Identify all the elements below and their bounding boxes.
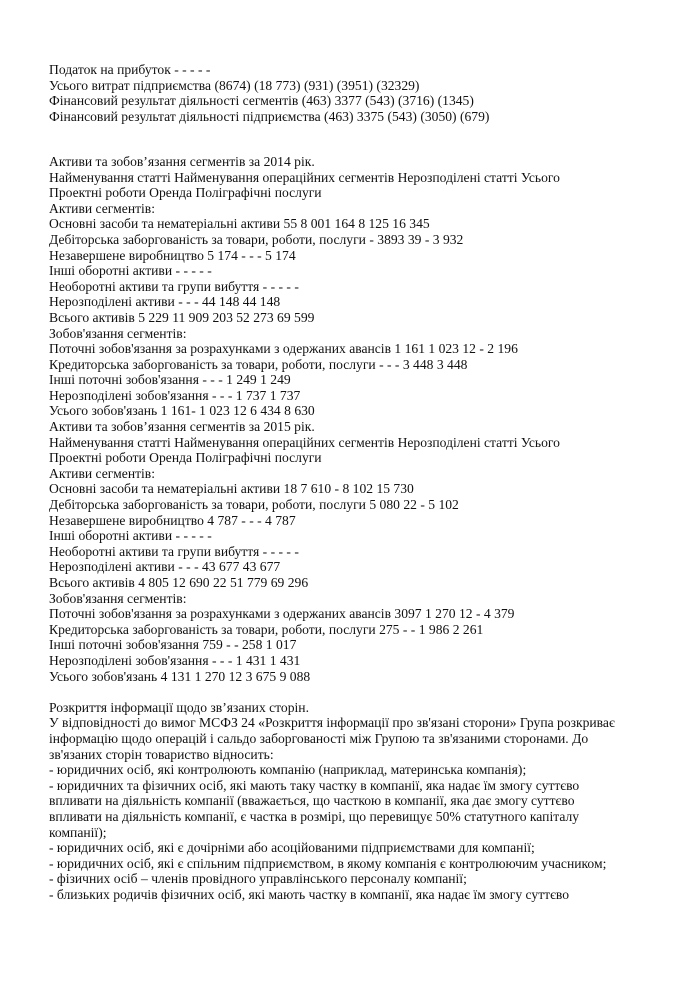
text-line: Податок на прибуток - - - - -	[49, 62, 211, 77]
text-line: Всього активів 5 229 11 909 203 52 273 69 599	[49, 309, 315, 325]
text-line: Нерозподілені зобов'язання - - - 1 737 1 737	[49, 387, 301, 403]
segments-2015-block	[49, 419, 669, 684]
text-line: Усього витрат підприємства (8674) (18 773) (931) (3951) (32329)	[49, 77, 420, 93]
table-header-line: Проектні роботи Оренда Поліграфічні послуги	[49, 185, 322, 201]
related-parties-block	[49, 700, 669, 903]
text-line: Фінансовий результат діяльності підприємства (463) 3375 (543) (3050) (679)	[49, 108, 490, 124]
text-line: Активи сегментів:	[49, 200, 156, 216]
text-line: Нерозподілені зобов'язання - - - 1 431 1 431	[49, 652, 301, 668]
spacer	[49, 140, 669, 154]
text-line: Поточні зобов'язання за розрахунками з одержаних авансів 3097 1 270 12 - 4 379	[49, 606, 515, 622]
text-line: Поточні зобов'язання за розрахунками з одержаних авансів 1 161 1 023 12 - 2 196	[49, 341, 518, 357]
text-line: Нерозподілені активи - - - 44 148 44 148	[49, 294, 281, 310]
text-line: Незавершене виробництво 5 174 - - - 5 174	[49, 247, 296, 263]
text-line: Інші оборотні активи - - - - -	[49, 528, 212, 544]
text-line: Усього зобов'язань 1 161- 1 023 12 6 434 8 630	[49, 403, 315, 419]
list-item: - фізичних осіб – членів провідного управлінського персоналу компанії;	[49, 871, 467, 887]
text-line: впливати на діяльність компанії (вважається, що часткою в компанії, яка дає змогу суттєво	[49, 793, 575, 809]
text-line: інформацію щодо операцій і сальдо заборгованості між Групою та зв'язаними сторонами. До	[49, 730, 589, 746]
text-line: Кредиторська заборгованість за товари, роботи, послуги - - - 3 448 3 448	[49, 356, 468, 372]
document-page	[49, 62, 669, 902]
income-summary-block	[49, 62, 669, 124]
spacer	[49, 124, 669, 140]
segments-2014-block	[49, 154, 669, 419]
list-item: - близьких родичів фізичних осіб, які мають частку в компанії, яка надає їм змогу суттєво	[49, 886, 570, 902]
section-heading: Розкриття інформації щодо зв’язаних сторін.	[49, 699, 309, 715]
list-item: - юридичних осіб, які є спільним підприємством, в якому компанія є контролюючим учасником;	[49, 855, 607, 871]
section-heading: Активи та зобов’язання сегментів за 2015 рік.	[49, 419, 315, 435]
text-line: Основні засоби та нематеріальні активи 55 8 001 164 8 125 16 345	[49, 216, 430, 232]
text-line: Основні засоби та нематеріальні активи 18 7 610 - 8 102 15 730	[49, 481, 414, 497]
list-item: - юридичних осіб, які контролюють компанію (наприклад, материнська компанія);	[49, 762, 527, 778]
text-line: Всього активів 4 805 12 690 22 51 779 69 296	[49, 575, 309, 590]
table-header-line: Найменування статті Найменування операційних сегментів Нерозподілені статті Усього	[49, 169, 560, 185]
text-line: Необоротні активи та групи вибуття - - - - -	[49, 278, 299, 294]
text-line: Нерозподілені активи - - - 43 677 43 677	[49, 559, 281, 575]
text-line: Дебіторська заборгованість за товари, роботи, послуги 5 080 22 - 5 102	[49, 497, 459, 513]
text-line: Фінансовий результат діяльності сегментів (463) 3377 (543) (3716) (1345)	[49, 93, 474, 109]
text-line: У відповідності до вимог МСФЗ 24 «Розкриття інформації про зв'язані сторони» Група розкриває	[49, 715, 615, 731]
text-line: Зобов'язання сегментів:	[49, 590, 187, 606]
text-line: впливати на діяльність компанії, є частка в розмірі, що перевищує 50% статутного капіталу	[49, 808, 580, 824]
text-line: Усього зобов'язань 4 131 1 270 12 3 675 9 088	[49, 668, 311, 684]
text-line: компанії);	[49, 824, 107, 840]
text-line: зв'язаних сторін товариство відносить:	[49, 746, 274, 762]
text-line: Необоротні активи та групи вибуття - - - - -	[49, 543, 299, 559]
text-line: Інші поточні зобов'язання 759 - - 258 1 017	[49, 637, 297, 653]
text-line: Незавершене виробництво 4 787 - - - 4 787	[49, 512, 296, 528]
section-heading: Активи та зобов’язання сегментів за 2014 рік.	[49, 153, 315, 169]
list-item: - юридичних осіб, які є дочірніми або асоційованими підприємствами для компанії;	[49, 840, 535, 856]
text-line: Дебіторська заборгованість за товари, роботи, послуги - 3893 39 - 3 932	[49, 231, 464, 247]
text-line: Зобов'язання сегментів:	[49, 325, 187, 341]
text-line: Інші оборотні активи - - - - -	[49, 263, 212, 279]
list-item: - юридичних та фізичних осіб, які мають таку частку в компанії, яка надає їм змогу суттєво	[49, 777, 580, 793]
text-line: Інші поточні зобов'язання - - - 1 249 1 249	[49, 372, 291, 388]
text-line: Кредиторська заборгованість за товари, роботи, послуги 275 - - 1 986 2 261	[49, 621, 484, 637]
table-header-line: Проектні роботи Оренда Поліграфічні послуги	[49, 450, 322, 466]
spacer	[49, 684, 669, 700]
text-line: Активи сегментів:	[49, 465, 156, 481]
table-header-line: Найменування статті Найменування операційних сегментів Нерозподілені статті Усього	[49, 434, 560, 450]
